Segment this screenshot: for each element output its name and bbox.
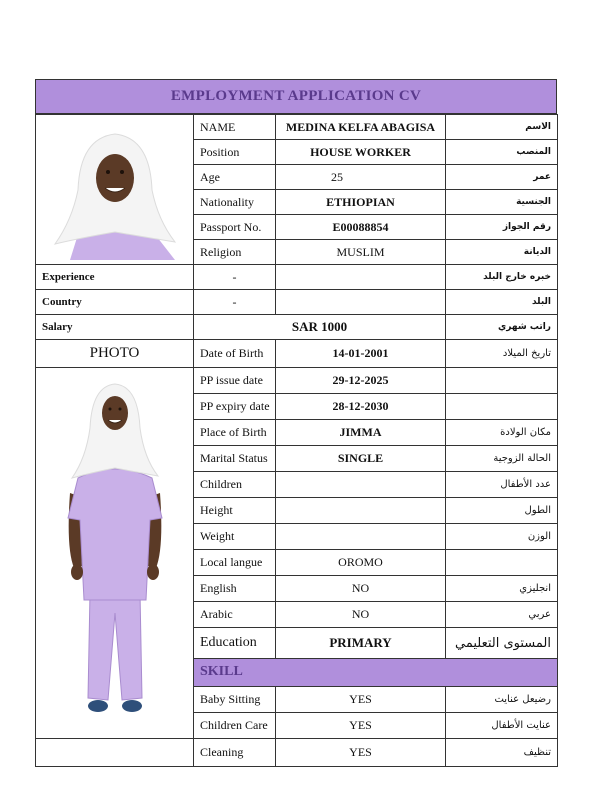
row-label: Children xyxy=(194,472,276,498)
children-value xyxy=(276,472,446,498)
row-label-ar: مكان الولادة xyxy=(446,420,558,446)
country-label-ar: البلد xyxy=(446,290,558,315)
experience-value: - xyxy=(194,265,276,290)
arabic-value: NO xyxy=(276,602,446,628)
row-label-ar xyxy=(446,394,558,420)
row-label-ar: الطول xyxy=(446,498,558,524)
cv-sheet xyxy=(35,79,557,767)
place-of-birth-value: JIMMA xyxy=(276,420,446,446)
weight-value xyxy=(276,524,446,550)
row-label-ar: الجنسية xyxy=(446,190,558,215)
row-label: Date of Birth xyxy=(194,340,276,368)
position-value: HOUSE WORKER xyxy=(276,140,446,165)
religion-value: MUSLIM xyxy=(276,240,446,265)
row-label: NAME xyxy=(194,115,276,140)
skill-label: Cleaning xyxy=(194,739,276,767)
experience-label: Experience xyxy=(36,265,194,290)
row-label-ar: عربي xyxy=(446,602,558,628)
row-label: English xyxy=(194,576,276,602)
salary-label-ar: راتب شهري xyxy=(446,315,558,340)
row-label: PP expiry date xyxy=(194,394,276,420)
row-label: Local langue xyxy=(194,550,276,576)
education-label: Education xyxy=(194,628,276,658)
row-label-ar: رقم الجواز xyxy=(446,215,558,240)
pp-expiry-value: 28-12-2030 xyxy=(276,394,446,420)
salary-value: SAR 1000 xyxy=(194,315,446,340)
cv-table xyxy=(35,114,558,767)
row-label-ar: الوزن xyxy=(446,524,558,550)
photo-bottom-spacer xyxy=(36,739,194,767)
pp-issue-value: 29-12-2025 xyxy=(276,368,446,394)
row-label: Religion xyxy=(194,240,276,265)
education-label-ar: المستوى التعليمي xyxy=(446,628,558,658)
row-label-ar: انجليزي xyxy=(446,576,558,602)
local-language-value: OROMO xyxy=(276,550,446,576)
english-value: NO xyxy=(276,576,446,602)
empty-cell xyxy=(276,265,446,290)
row-label: Position xyxy=(194,140,276,165)
skill-heading: SKILL xyxy=(194,658,558,686)
full-body-photo xyxy=(36,368,194,739)
skill-label: Children Care xyxy=(194,712,276,738)
row-label-ar xyxy=(446,550,558,576)
row-label-ar: الاسم xyxy=(446,115,558,140)
experience-label-ar: خبره خارج البلد xyxy=(446,265,558,290)
row-label-ar: تاريخ الميلاد xyxy=(446,340,558,368)
row-label: Place of Birth xyxy=(194,420,276,446)
photo-label: PHOTO xyxy=(36,340,194,368)
row-label-ar: الديانة xyxy=(446,240,558,265)
row-label: Passport No. xyxy=(194,215,276,240)
row-label-ar: الحالة الزوجية xyxy=(446,446,558,472)
row-label-ar: عدد الأطفال xyxy=(446,472,558,498)
marital-status-value: SINGLE xyxy=(276,446,446,472)
skill-label-ar: تنظيف xyxy=(446,739,558,767)
row-label-ar: عمر xyxy=(446,165,558,190)
row-label: Age xyxy=(194,165,276,190)
salary-label: Salary xyxy=(36,315,194,340)
skill-label-ar: عنايت الأطفال xyxy=(446,712,558,738)
empty-cell xyxy=(276,290,446,315)
row-label: Marital Status xyxy=(194,446,276,472)
headshot-image xyxy=(40,120,190,260)
cv-title: EMPLOYMENT APPLICATION CV xyxy=(35,79,557,114)
full-body-image xyxy=(40,368,190,738)
skill-label-ar: رضيعل عنايت xyxy=(446,686,558,712)
country-value: - xyxy=(194,290,276,315)
row-label: Height xyxy=(194,498,276,524)
passport-value: E00088854 xyxy=(276,215,446,240)
dob-value: 14-01-2001 xyxy=(276,340,446,368)
row-label-ar: المنصب xyxy=(446,140,558,165)
country-label: Country xyxy=(36,290,194,315)
skill-value: YES xyxy=(276,686,446,712)
skill-label: Baby Sitting xyxy=(194,686,276,712)
row-label-ar xyxy=(446,368,558,394)
row-label: Nationality xyxy=(194,190,276,215)
row-label: Weight xyxy=(194,524,276,550)
skill-value: YES xyxy=(276,712,446,738)
row-label: PP issue date xyxy=(194,368,276,394)
age-value: 25 xyxy=(276,165,446,190)
skill-value: YES xyxy=(276,739,446,767)
headshot-photo xyxy=(36,115,194,265)
name-value: MEDINA KELFA ABAGISA xyxy=(276,115,446,140)
nationality-value: ETHIOPIAN xyxy=(276,190,446,215)
row-label: Arabic xyxy=(194,602,276,628)
height-value xyxy=(276,498,446,524)
education-value: PRIMARY xyxy=(276,628,446,658)
